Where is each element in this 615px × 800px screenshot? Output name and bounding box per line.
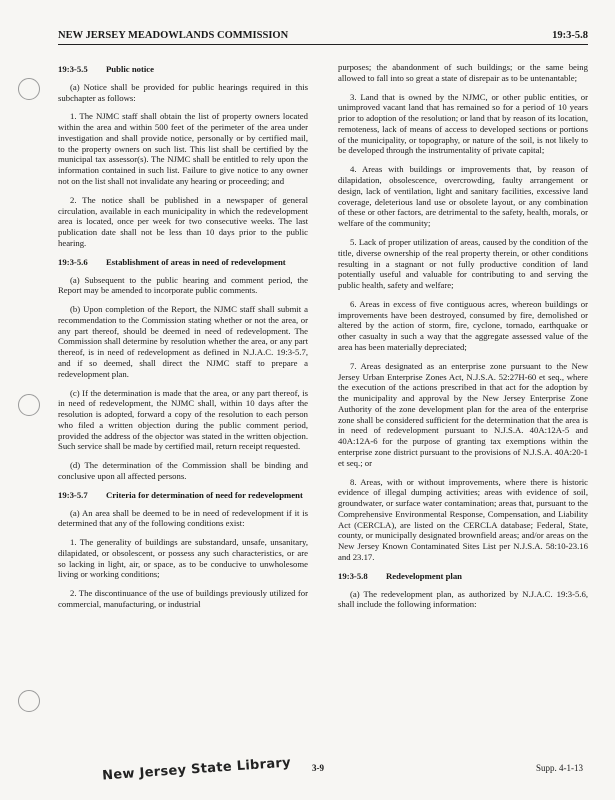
running-header: [58, 30, 588, 45]
paragraph: 6. Areas in excess of five contiguous acres, whereon buildings or improvements have been destroyed, consumed by fire, demolished or altered by the action of storm, fire, cyclone, tornado, earthquake or other casualty in such a way that the aggregate assessed value of the area has been materially depreciated;: [338, 298, 588, 352]
binder-hole-icon: [18, 394, 40, 416]
section-title: Criteria for determination of need for redevelopment: [106, 489, 303, 500]
binder-hole-icon: [18, 78, 40, 100]
library-stamp: New Jersey State Library: [101, 755, 292, 784]
section-heading: [58, 64, 308, 75]
paragraph: 3. Land that is owned by the NJMC, or other public entities, or unimproved vacant land that has remained so for a period of 10 years prior to adoption of the resolution; or land that by reason of its location, remoteness, lack of means of access to developed sections or portions of the municipality, or topography, or nature of the soil, is not likely to be developed through the instrumentality of private capital;: [338, 91, 588, 156]
section-number: 19:3-5.5: [58, 64, 88, 74]
section-heading: [58, 490, 308, 501]
header-agency: NEW JERSEY MEADOWLANDS COMMISSION: [58, 30, 289, 41]
paragraph: 1. The generality of buildings are substandard, unsafe, unsanitary, dilapidated, or obsolescent, or possess any such characteristics, or are so lacking in light, air, or space, as to be conducive to unwholesome living or working conditions;: [58, 537, 308, 580]
paragraph: (a) The redevelopment plan, as authorized by N.J.A.C. 19:3-5.6, shall include the following information:: [338, 588, 588, 610]
paragraph: (b) Upon completion of the Report, the NJMC staff shall submit a recommendation to the Commission stating whether or not the area, or any part thereof, should be deemed in need of redevelopment. The Commission shall determine by resolution whether the area, or any part thereof, is in need of redevelopment as defined in N.J.A.C. 19:3-5.7, and if so deemed, shall direct the NJMC staff to prepare a redevelopment plan.: [58, 304, 308, 379]
paragraph: 8. Areas, with or without improvements, where there is historic evidence of illegal dumping activities; areas with evidence of soil, groundwater, or surface water contamination; areas that, pursuant to the Comprehensive Environmental Response, Compensation, and Liability Act (CERCLA), are listed on the CERCLA database; Federal, State, county, or municipally designated brownfield areas; and/or areas on the New Jersey Known Contaminated Sites List per N.J.S.A. 58:10-23.16 and 23.17.: [338, 476, 588, 563]
section-heading: [58, 257, 308, 268]
paragraph: 4. Areas with buildings or improvements that, by reason of dilapidation, obsolescence, overcrowding, faulty arrangement or design, lack of ventilation, light and sanitary facilities, excessive land coverage, deleterious land use or obsolete layout, or any combination of these or other factors, are detrimental to the safety, health, morals, or welfare of the community;: [338, 164, 588, 229]
paragraph: (d) The determination of the Commission shall be binding and conclusive upon all affected persons.: [58, 460, 308, 481]
paragraph: (c) If the determination is made that the area, or any part thereof, is in need of redevelopment, the NJMC shall, within 10 days after the resolution is adopted, forward a copy of the resolution to each person who filed a written objection during the public comment period, provided the address of the objector was stated in the written objection. Such service shall be made by certified mail, return receipt requested.: [58, 387, 308, 452]
section-number: 19:3-5.7: [58, 489, 88, 500]
paragraph: 7. Areas designated as an enterprise zone pursuant to the New Jersey Urban Enterprise Zones Act, N.J.S.A. 52:27H-60 et seq., where the execution of the actions prescribed in that act for the adoption by the municipality and approval by the New Jersey Enterprise Zone Authority of the zone development plan for the area of the enterprise zone shall be considered sufficient for the determination that the area is in need of redevelopment pursuant to N.J.S.A. 40A:12A-5 and 40A:12A-6 for the purpose of granting tax exemptions within the enterprise zone district pursuant to the provisions of N.J.S.A. 40A:20-1 et seq.; or: [338, 360, 588, 468]
left-column: [58, 62, 308, 618]
paragraph: 1. The NJMC staff shall obtain the list of property owners located within the area and within 500 feet of the perimeter of the area under investigation and shall provide notice, personally or by certified mail, to the property owners on such list. This list shall be certified by the municipal tax assessor(s). The NJMC shall be entitled to rely upon the information contained in such list. Failure to give notice to any owner not on the list shall not invalidate any hearing or proceeding; and: [58, 111, 308, 187]
supplement-date: Supp. 4-1-13: [536, 763, 583, 773]
header-section: 19:3-5.8: [552, 30, 588, 41]
paragraph: 2. The discontinuance of the use of buildings previously utilized for commercial, manufacturing, or industrial: [58, 588, 308, 610]
section-number: 19:3-5.6: [58, 256, 88, 267]
paragraph: (a) Notice shall be provided for public hearings required in this subchapter as follows:: [58, 81, 308, 103]
paragraph: purposes; the abandonment of such buildings; or the same being allowed to fall into so great a state of disrepair as to be untenantable;: [338, 62, 588, 83]
paragraph: 5. Lack of proper utilization of areas, caused by the condition of the title, diverse ownership of the real property therein, or other conditions resulting in a stagnant or not fully productive condition of land potentially useful and valuable for contributing to and serving the public health, safety and welfare;: [338, 236, 588, 291]
paragraph: (a) An area shall be deemed to be in need of redevelopment if it is determined that any of the following conditions exist:: [58, 507, 308, 529]
section-title: Establishment of areas in need of redevelopment: [106, 256, 286, 267]
section-heading: [338, 571, 588, 582]
section-title: Redevelopment plan: [386, 570, 463, 581]
section-title: Public notice: [106, 64, 155, 74]
section-number: 19:3-5.8: [338, 570, 368, 581]
paragraph: 2. The notice shall be published in a newspaper of general circulation, available in each municipality in which the redevelopment area is located, once per week for two consecutive weeks. The last publication date shall not be less than 10 days prior to the public hearing.: [58, 194, 308, 248]
binder-hole-icon: [18, 690, 40, 712]
right-column: [338, 62, 588, 618]
paragraph: (a) Subsequent to the public hearing and comment period, the Report may be amended to incorporate public comments.: [58, 274, 308, 296]
page-number: 3-9: [312, 763, 324, 773]
